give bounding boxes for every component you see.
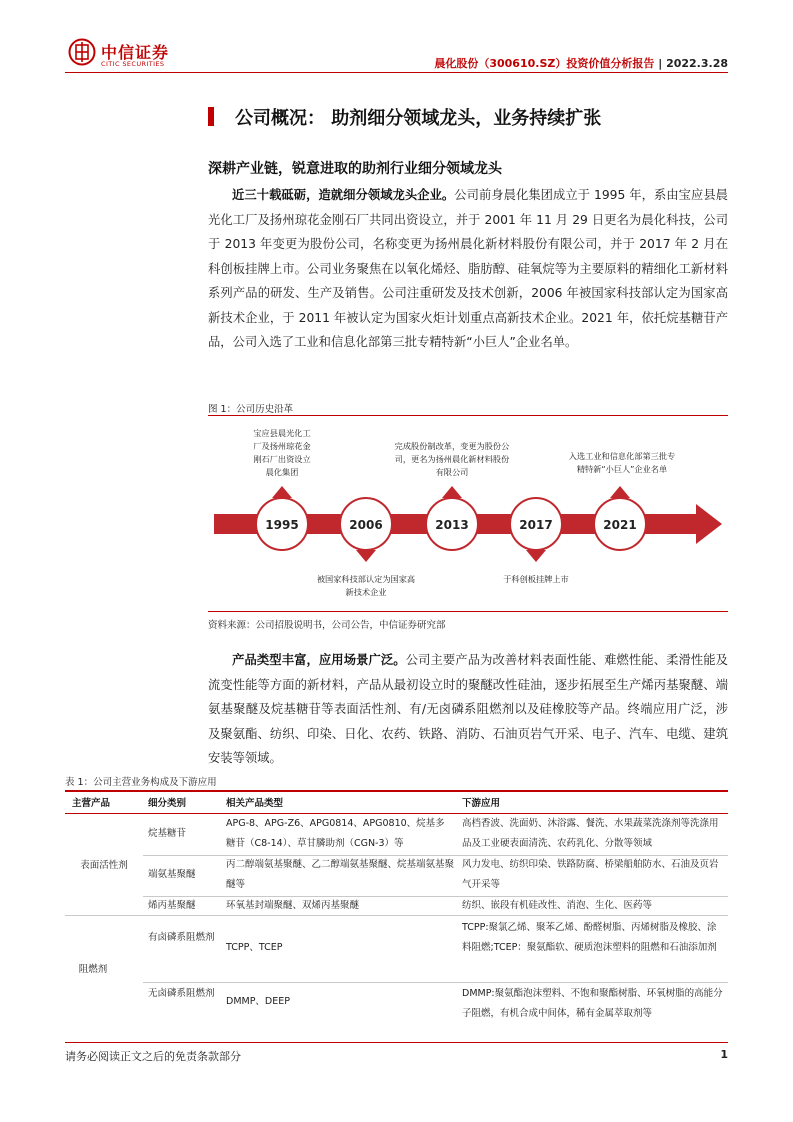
- table-row-products: DMMP、DEEP: [226, 996, 290, 1007]
- table-row-apps: 纺织、嵌段有机硅改性、消泡、生化、医药等: [462, 900, 653, 911]
- page-number: 1: [720, 1048, 728, 1061]
- citic-logo-icon: [68, 38, 96, 66]
- text-line: 被国家科技部认定为国家高: [316, 574, 416, 584]
- table-row-sub: 有卤磷系阻燃剂: [148, 932, 215, 943]
- milestone-2006: [340, 498, 392, 550]
- table-row-products: APG-8、APG-Z6、APG0814、APG0810、烷基多糖苷（C8-14）、草甘膦助剂（CGN-3）等: [226, 818, 445, 849]
- text-line: 入选工业和信息化部第三批专: [568, 451, 676, 461]
- table-row-sub: 烷基糖苷: [148, 828, 187, 839]
- table-row-products: TCPP、TCEP: [226, 942, 283, 953]
- text-line: 于科创板挂牌上市: [503, 574, 569, 584]
- header-divider: [65, 72, 728, 73]
- milestone-2006-text: [296, 573, 436, 599]
- text-line: 厂及扬州琼花金: [253, 441, 311, 451]
- pointer-2006: [356, 550, 376, 562]
- year-2013: 2013: [435, 518, 469, 532]
- logo-name-cn: 中信证券: [101, 43, 170, 62]
- group-main-flame-retardant: 阻燃剂: [78, 964, 108, 975]
- subheading: 深耕产业链，锐意进取的助剂行业细分领域龙头: [208, 161, 502, 177]
- report-date: 2022.3.28: [666, 57, 728, 70]
- milestone-2013: [426, 498, 478, 550]
- pointer-2021: [610, 486, 630, 498]
- table-caption: 表 1：公司主营业务构成及下游应用: [65, 777, 217, 788]
- milestone-1995-text: [232, 427, 332, 479]
- th-sub-category: 细分类别: [148, 798, 187, 809]
- paragraph-body: 公司主要产品为改善材料表面性能、难燃性能、柔滑性能及流变性能等方面的新材料，产品从最初设立时的聚醚改性硅油，逐步拓展至生产烯丙基聚醚、端氨基聚醚及烷基糖苷等表面活性剂、有/无卤磷系阻燃剂以及硅橡胶等产品。终端应用广泛，涉及聚氨酯、纺织、印染、日化、农药、铁路、消防、石油页岩气开采、电子、汽车、电缆、建筑安装等领域。: [208, 653, 728, 765]
- text-line: 司，更名为扬州晨化新材料股份: [394, 454, 510, 464]
- milestone-2017-text: [476, 573, 596, 586]
- text-line: 完成股份制改革，变更为股份公: [394, 441, 510, 451]
- pointer-2013: [442, 486, 462, 498]
- text-line: 精特新“小巨人”企业名单: [576, 464, 668, 474]
- year-2006: 2006: [349, 518, 383, 532]
- pointer-2017: [526, 550, 546, 562]
- th-main-product: 主营产品: [72, 798, 111, 809]
- paragraph-products: [208, 648, 728, 771]
- table-top-rule: [65, 790, 728, 792]
- report-header: [434, 55, 728, 71]
- milestone-2021: [594, 498, 646, 550]
- header-separator: |: [658, 57, 663, 70]
- text-line: 新技术企业: [345, 587, 387, 597]
- figure-source: 资料来源：公司招股说明书，公司公告，中信证券研究部: [208, 620, 446, 631]
- paragraph-body: 公司前身晨化集团成立于 1995 年，系由宝应县晨光化工厂及扬州琼花金刚石厂共同出资设立，并于 2001 年 11 月 29 日更名为晨化科技，公司于 2013 年变更为股份公司，名称变更为扬州晨化新材料股份有限公司，并于 2017 年 2 月在科创板挂牌上市。公司业务聚焦在以氧化烯烃、脂肪醇、硅氧烷等为主要原料的精细化工新材料系列产品的研发、生产及销售。公司注重研发及技术创新，2006 年被国家科技部认定为国家高新技术企业，于 2011 年被认定为国家火炬计划重点高新技术企业。2021 年，依托烷基糖苷产品，公司入选了工业和信息化部第三批专精特新“小巨人”企业名单。: [208, 188, 728, 349]
- row-divider: [143, 982, 728, 983]
- section-marker: [208, 107, 214, 126]
- paragraph-lead: 近三十载砥砺，造就细分领域龙头企业。: [232, 188, 455, 202]
- milestone-1995: [256, 498, 308, 550]
- table-row-apps: 高档香波、洗面奶、沐浴露、餐洗、水果蔬菜洗涤剂等洗涤用品及工业硬表面清洗、农药乳化、分散等领域: [462, 818, 719, 849]
- paragraph-lead: 产品类型丰富，应用场景广泛。: [232, 653, 406, 667]
- year-1995: 1995: [265, 518, 299, 532]
- year-2017: 2017: [519, 518, 553, 532]
- group-main-surfactant: 表面活性剂: [80, 860, 128, 871]
- footer-divider: [65, 1042, 728, 1043]
- table-row-apps: TCPP:聚氯乙烯、聚苯乙烯、酚醛树脂、丙烯树脂及橡胶、涂料阻燃;TCEP：聚氨酯软、硬质泡沫塑料的阻燃和石油添加剂: [462, 922, 717, 953]
- table-row-apps: DMMP:聚氨酯泡沫塑料、不饱和聚酯树脂、环氧树脂的高能分子阻燃，有机合成中间体，稀有金属萃取剂等: [462, 988, 723, 1019]
- section-title: 公司概况： 助剂细分领域龙头，业务持续扩张: [235, 108, 602, 129]
- table-row-sub: 烯丙基聚醚: [148, 900, 196, 911]
- footer-disclaimer: 请务必阅读正文之后的免责条款部分: [65, 1050, 241, 1063]
- milestone-2017: [510, 498, 562, 550]
- th-downstream: 下游应用: [462, 798, 501, 809]
- milestone-2021-text: [544, 450, 700, 476]
- th-product-types: 相关产品类型: [226, 798, 284, 809]
- text-line: 有限公司: [435, 467, 469, 477]
- text-line: 宝应县晨光化工: [253, 428, 311, 438]
- logo-name-en: CITIC SECURITIES: [101, 60, 165, 68]
- text-line: 刚石厂出资设立: [253, 454, 311, 464]
- figure-bottom-rule: [208, 611, 728, 612]
- year-2021: 2021: [603, 518, 637, 532]
- figure-caption: 图 1：公司历史沿革: [208, 404, 294, 415]
- milestone-2013-text: [370, 440, 534, 479]
- table-row-sub: 无卤磷系阻燃剂: [148, 988, 215, 999]
- table-row-products: 丙二醇端氨基聚醚、乙二醇端氨基聚醚、烷基端氨基聚醚等: [226, 859, 455, 890]
- text-line: 晨化集团: [265, 467, 299, 477]
- pointer-1995: [272, 486, 292, 498]
- paragraph-history: [208, 183, 728, 355]
- report-ref: 晨化股份（300610.SZ）投资价值分析报告: [434, 57, 655, 70]
- table-row-products: 环氧基封端聚醚、双烯丙基聚醚: [226, 900, 360, 911]
- table-row-sub: 端氨基聚醚: [148, 869, 196, 880]
- table-row-apps: 风力发电、纺织印染、铁路防腐、桥梁船舶防水、石油及页岩气开采等: [462, 859, 719, 890]
